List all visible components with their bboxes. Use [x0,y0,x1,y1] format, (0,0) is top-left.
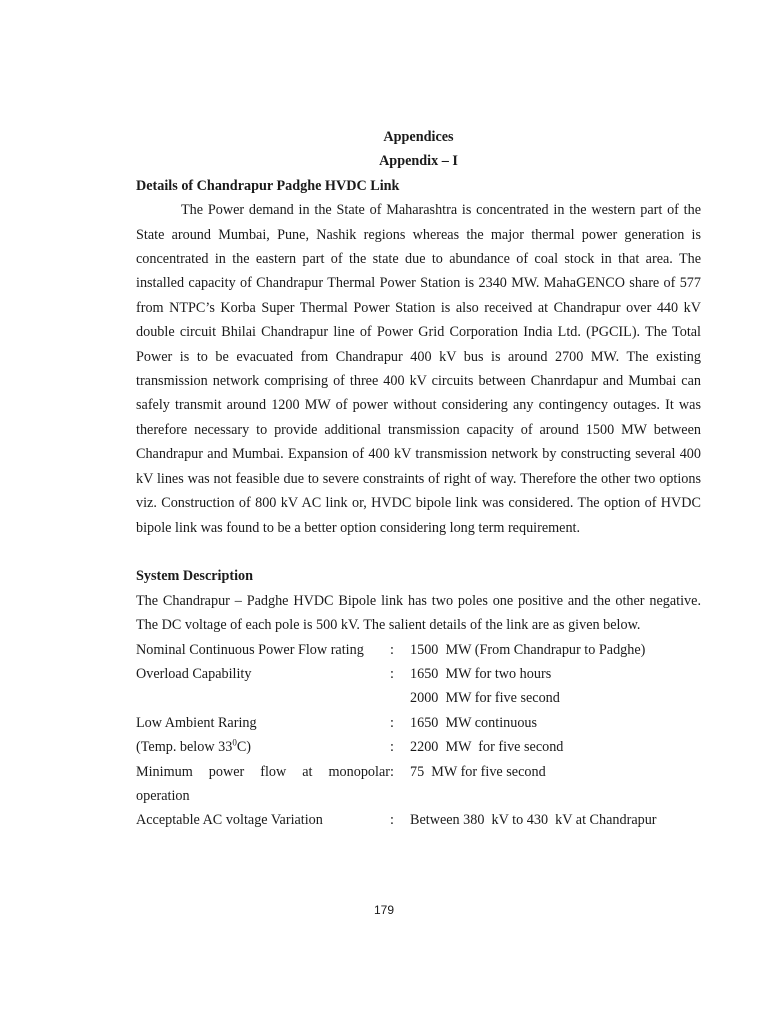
spec-colon: : [390,714,394,731]
spec-colon: : [390,641,394,658]
spec-value: Between 380 kV to 430 kV at Chandrapur [410,812,657,829]
document-page [136,125,701,833]
spec-label: Overload Capability [136,665,252,682]
temp-label-prefix: (Temp. below 33 [136,739,233,756]
section-heading: Details of Chandrapur Padghe HVDC Link [136,177,400,194]
spec-label [136,735,390,759]
spec-row-overload-cont [136,686,701,710]
spec-label: Minimum power flow at monopolar [136,763,390,780]
system-description-heading: System Description [136,568,254,585]
intro-paragraph: The Power demand in the State of Maharashtra is concentrated in the western part of the State around Mumbai, Pune, Nashik regions whereas the major thermal power generation is concentrated in the eastern part of the state due to abundance of coal stock in that area. The installed capacity of Chandrapur Thermal Power Station is 2340 MW. MahaGENCO share of 577 from NTPC’s Korba Super Thermal Power Station is also received at Chandrapur over 440 kV double circuit Bhilai Chandrapur line of Power Grid Corporation India Ltd. (PGCIL). The Total Power is to be evacuated from Chandrapur 400 kV bus is around 2700 MW. The existing transmission network comprising of three 400 kV circuits between Chanrdapur and Mumbai can safely transmit around 1200 MW of power without considering any contingency outages. It was therefore necessary to provide additional transmission capacity of around 1500 MW between Chandrapur and Mumbai. Expansion of 400 kV transmission network by constructing several 400 kV lines was not feasible due to severe constraints of right of way. Therefore the other two options viz. Construction of 800 kV AC link or, HVDC bipole link was considered. The option of HVDC bipole link was found to be a better option considering long term requirement. [136,202,701,536]
spec-row-min-power-cont [136,784,701,808]
spec-value: 2000 MW for five second [410,690,560,707]
spec-label: Acceptable AC voltage Variation [136,812,323,829]
spec-value: 75 MW for five second [410,763,546,780]
spec-value: 2200 MW for five second [410,739,564,756]
spec-row-overload [136,662,701,686]
spec-colon: : [390,665,394,682]
spec-row-low-ambient [136,711,701,735]
appendices-title: Appendices [383,129,454,145]
temp-label-superscript: 0 [232,737,237,748]
spec-value: 1650 MW continuous [410,714,538,731]
spec-row-min-power [136,760,701,784]
spec-value: 1500 MW (From Chandrapur to Padghe) [410,641,646,658]
spec-label: Nominal Continuous Power Flow rating [136,641,364,658]
spec-label: operation [136,787,190,804]
spec-label: Low Ambient Raring [136,714,257,731]
spec-value: 1650 MW for two hours [410,665,552,682]
spacer [136,540,701,564]
page-number: 179 [373,903,395,917]
spec-colon: : [390,763,394,780]
spec-row-ac-voltage [136,808,701,832]
spec-row-nominal [136,638,701,662]
spec-colon: : [390,812,394,829]
temp-label-suffix: C) [236,739,252,756]
system-description-paragraph: The Chandrapur – Padghe HVDC Bipole link has two poles one positive and the other negative. The DC voltage of each pole is 500 kV. The salient details of the link are as given below. [136,592,701,634]
appendix-subtitle: Appendix – I [379,153,458,170]
spec-row-temp [136,735,701,759]
spec-colon: : [390,739,394,756]
